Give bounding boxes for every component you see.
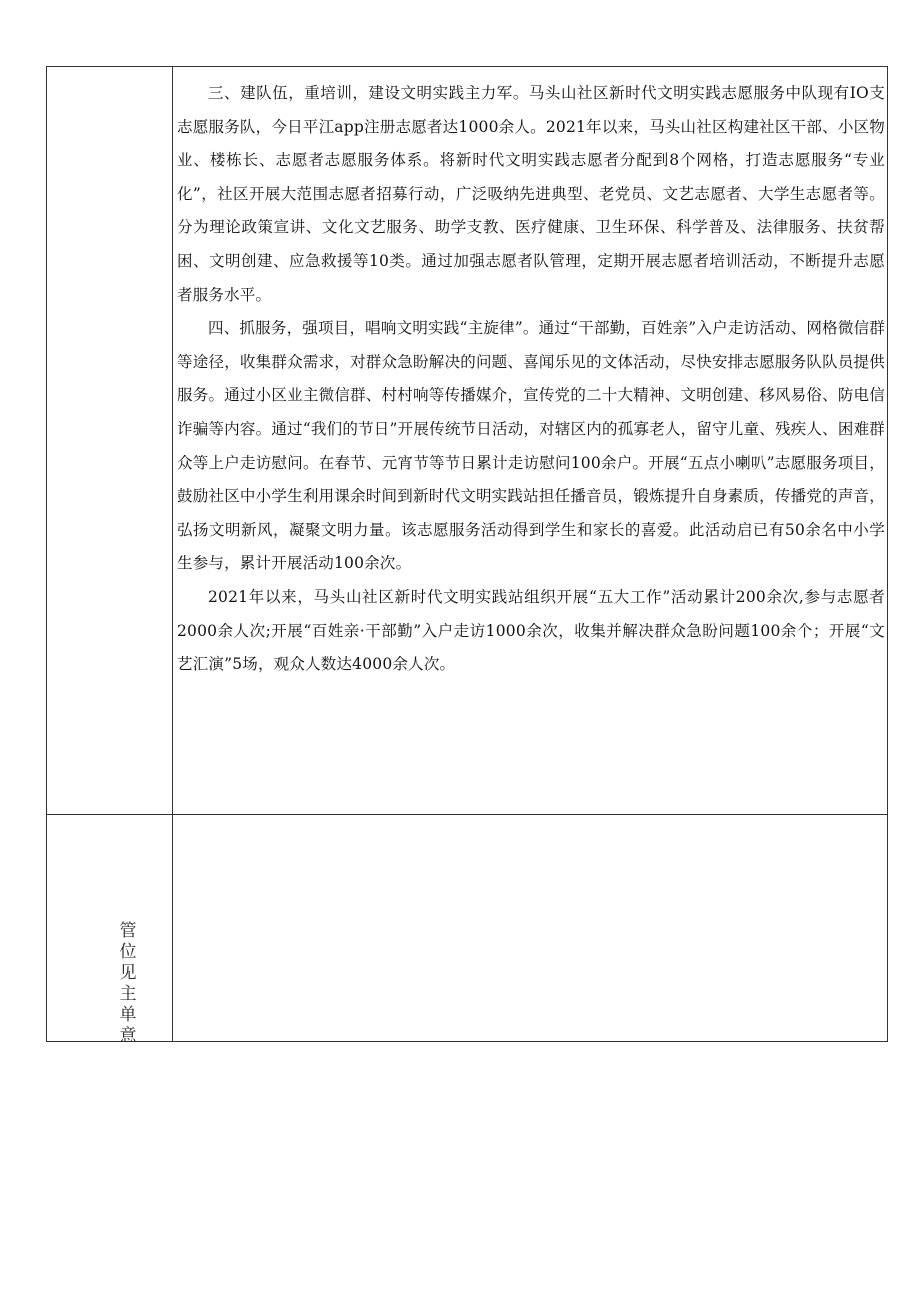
- content-cell: [173, 67, 887, 814]
- supervisor-opinion-label: [118, 921, 138, 1047]
- label-char: 主: [119, 984, 137, 1004]
- opinion-label-cell: [47, 815, 173, 1046]
- content-row: [47, 67, 887, 815]
- label-char: 管: [119, 921, 137, 941]
- label-char: 位: [119, 942, 137, 962]
- opinion-value-cell: [173, 815, 887, 1041]
- content-label-cell: [47, 67, 173, 814]
- paragraph-summary: 2021年以来，马头山社区新时代文明实践站组织开展“五大工作”活动累计200余次,参与志愿者2000余人次;开展“百姓亲·干部勤”入户走访1000余次，收集并解决群众急盼问题100余个；开展“文艺汇演”5场，观众人数达4000余人次。: [177, 587, 885, 674]
- form-table: [46, 66, 888, 1046]
- opinion-row: [47, 815, 887, 1046]
- label-char: 见: [119, 963, 137, 983]
- label-char: 意: [119, 1026, 137, 1046]
- label-char: 单: [119, 1005, 137, 1025]
- paragraph-service-projects: 四、抓服务，强项目，唱响文明实践“主旋律”。通过“干部勤，百姓亲”入户走访活动、网格微信群等途径，收集群众需求，对群众急盼解决的问题、喜闻乐见的文体活动，尽快安排志愿服务队队员提供服务。通过小区业主微信群、村村响等传播媒介，宣传党的二十大精神、文明创建、移风易俗、防电信诈骗等内容。通过“我们的节日”开展传统节日活动，对辖区内的孤寡老人，留守儿童、残疾人、困难群众等上户走访慰问。在春节、元宵节等节日累计走访慰问100余户。开展“五点小喇叭”志愿服务项目，鼓励社区中小学生利用课余时间到新时代文明实践站担任播音员，锻炼提升自身素质，传播党的声音，弘扬文明新风，凝聚文明力量。该志愿服务活动得到学生和家长的喜爱。此活动启已有50余名中小学生参与，累计开展活动100余次。: [177, 319, 885, 573]
- paragraph-team-building: 三、建队伍，重培训，建设文明实践主力军。马头山社区新时代文明实践志愿服务中队现有IO支志愿服务队，今日平江app注册志愿者达1000余人。2021年以来，马头山社区构建社区干部、小区物业、楼栋长、志愿者志愿服务体系。将新时代文明实践志愿者分配到8个网格，打造志愿服务“专业化”，社区开展大范围志愿者招募行动，广泛吸纳先进典型、老党员、文艺志愿者、大学生志愿者等。分为理论政策宣讲、文化文艺服务、助学支教、医疗健康、卫生环保、科学普及、法律服务、扶贫帮困、文明创建、应急救援等10类。通过加强志愿者队管理，定期开展志愿者培训活动，不断提升志愿者服务水平。: [177, 84, 885, 304]
